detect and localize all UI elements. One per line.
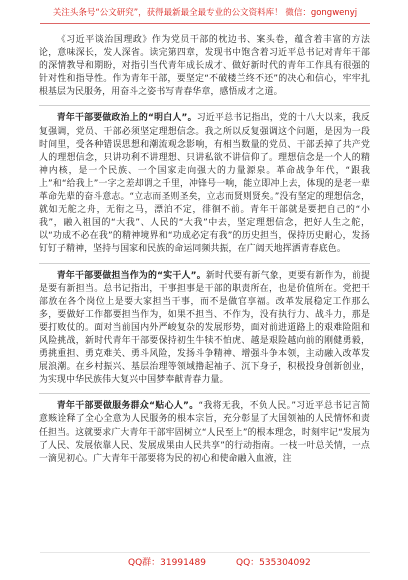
banner-wechat-id: gongwenyj [310, 8, 358, 18]
intro-paragraph [39, 34, 370, 99]
article-body [39, 34, 370, 466]
section-paragraph-political [39, 112, 370, 256]
header-divider [40, 23, 370, 24]
paragraph-text: 习近平总书记指出，党的十八大以来，我反复强调，党员、干部必须坚定理想信念。我之所以反复强调这个问题，是因为一段时间里，受各种错误思想和潮流观念影响，有相当数量的党员、干部丢掉了共产党人的理想信念，只讲功利不讲理想、只讲私欲不讲信仰了。理想信念是一个人的精神内核，是一个民族、一个国家走向强大的力量源泉。革命战争年代，“跟我上”和“给我上”一字之差却谓之千里，冲锋号一响，能立即冲上去，体现的是老一辈革命先辈的奋斗意志。“立志而圣则圣矣，立志而贤则贤矣。”没有坚定的理想信念，就如无舵之舟，无衔之马，漂泊不定，徘徊不前。青年干部就是要把自己的“小我”，融入祖国的“大我”、人民的“大我”中去，坚定理想信念，把好人生之舵，以“功成不必在我”的精神境界和“功成必定有我”的历史担当，保持历史耐心，发扬钉钉子精神，坚持与国家和民族的命运同频共振，在广阔天地挥洒青春底色。 [39, 113, 370, 255]
section-heading: 青年干部要做政治上的“明白人”。 [56, 113, 197, 124]
section-divider [39, 393, 370, 394]
qq-number: QQ：535304092 [236, 558, 311, 568]
section-divider [39, 105, 370, 106]
section-divider [39, 263, 370, 264]
footer-contact-bar [40, 556, 370, 570]
section-paragraph-action [39, 270, 370, 388]
paragraph-text: “我将无我，不负人民。”习近平总书记言简意赅诠释了全心全意为人民服务的根本宗旨，充分彰显了大国领袖的人民情怀和责任担当。这就要求广大青年干部牢固树立“人民至上”的根本理念，时刻牢记“发展为了人民、发展依靠人民、发展成果由人民共享”的行动指南。一枝一叶总关情，一点一滴见初心。广大青年干部要将为民的初心和使命融入血液，注 [39, 401, 370, 464]
qq-group-number: QQ群：31991489 [128, 558, 206, 568]
top-ad-banner [40, 7, 370, 19]
section-heading: 青年干部要做服务群众“贴心人”。 [56, 401, 199, 412]
footer-divider [40, 552, 370, 553]
paragraph-text: 新时代要有新气象，更要有新作为，前提是要有新担当。总书记指出，干事担事是干部的职责所在，也是价值所在。党把干部放在各个岗位上是要大家担当干事，而不是做官享福。改革发展稳定工作那么多，要做好工作都要担当作为，如果不担当、不作为，没有执行力、战斗力，那是要打败仗的。面对当前国内外严峻复杂的发展形势，面对前进道路上的艰难险阻和风险挑战，新时代青年干部要保持初生牛犊不怕虎、越是艰险越向前的刚健勇毅，勇挑重担、勇克难关、勇斗风险，发扬斗争精神、增强斗争本领，主动融入改革发展浪潮。在乡村振兴、基层治理等领域撸起袖子、沉下身子，积极投身创新创业，为实现中华民族伟大复兴中国梦奉献青春力量。 [39, 270, 370, 386]
section-paragraph-service [39, 400, 370, 465]
section-heading: 青年干部要做担当作为的“实干人”。 [56, 270, 206, 281]
banner-text: 关注头条号“公文研究”，获得最新最全最专业的公文资料库！ 微信： [52, 8, 311, 18]
paragraph-text: 《习近平谈治国理政》作为党员干部的枕边书、案头卷，蕴含着丰富的方法论，意味深长，发人深省。读完第四章，发现书中饱含着习近平总书记对青年干部的深情教导和期盼，对指引当代青年成长成才、做好新时代的青年工作具有很强的针对性和指导性。作为青年干部，要坚定“不破楼兰终不还”的决心和信心，牢牢扎根基层为民服务，用奋斗之姿书写青春华章，感悟成才之道。 [39, 35, 370, 98]
